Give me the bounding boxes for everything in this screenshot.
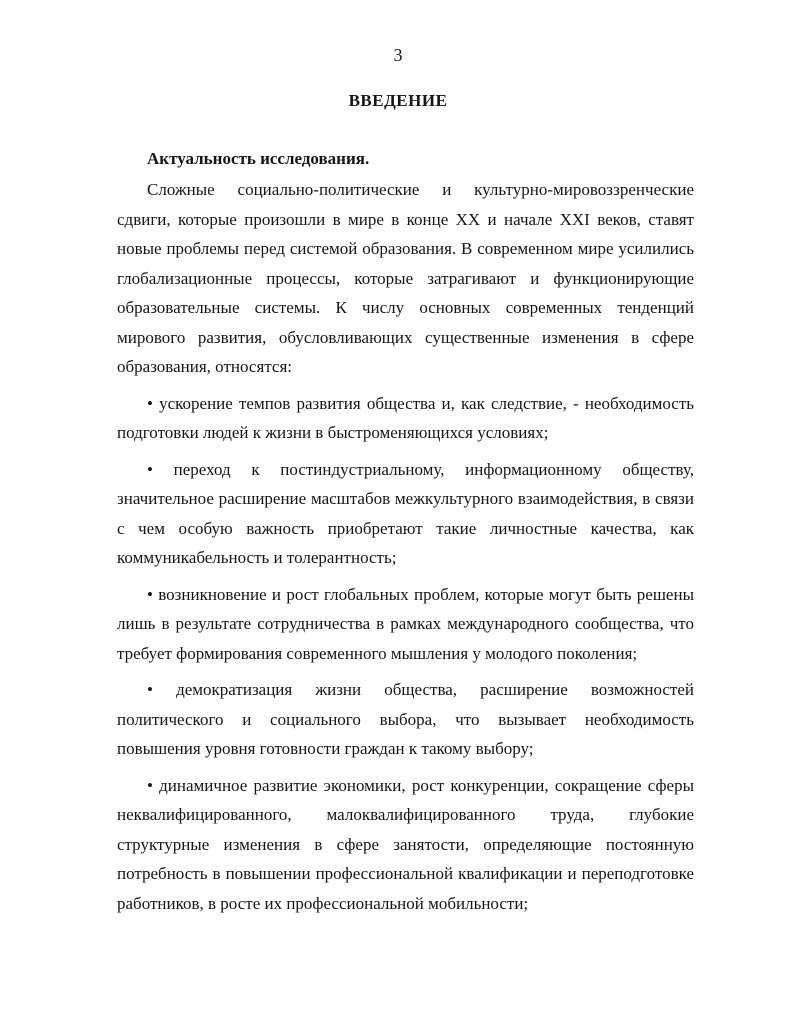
intro-paragraph: Сложные социально-политические и культурно-мировоззренческие сдвиги, которые произошли в мире в конце XX и начале XXI веков, ставят новые проблемы перед системой образования. В современном мире усилились глобализационные процессы, которые затрагивают и функционирующие образовательные системы. К числу основных современных тенденций мирового развития, обусловливающих существенные изменения в сфере образования, относятся: <box>117 180 694 376</box>
bullet-item: • демократизация жизни общества, расширение возможностей политического и социального выбора, что вызывает необходимость повышения уровня готовности граждан к такому выбору; <box>117 680 694 758</box>
body-text <box>117 175 694 918</box>
bullet-item: • переход к постиндустриальному, информационному обществу, значительное расширение масштабов межкультурного взаимодействия, в связи с чем особую важность приобретают такие личностные качества, как коммуникабельность и толерантность; <box>117 459 694 567</box>
bullet-item: • возникновение и рост глобальных проблем, которые могут быть решены лишь в результате сотрудничества в рамках международного сообщества, что требует формирования современного мышления у молодого поколения; <box>117 584 694 663</box>
page-number: 3 <box>393 45 403 65</box>
bullet-item: • ускорение темпов развития общества и, как следствие, - необходимость подготовки людей к жизни в быстроменяющихся условиях; <box>117 393 694 442</box>
bullet-item: • динамичное развитие экономики, рост конкуренции, сокращение сферы неквалифицированного, малоквалифицированного труда, глубокие структурные изменения в сфере занятости, определяющие постоянную потребность в повышении профессиональной квалификации и переподготовке работников, в росте их профессиональной мобильности; <box>117 775 694 913</box>
section-title: ВВЕДЕНИЕ <box>348 91 448 110</box>
subheading: Актуальность исследования. <box>147 149 370 168</box>
